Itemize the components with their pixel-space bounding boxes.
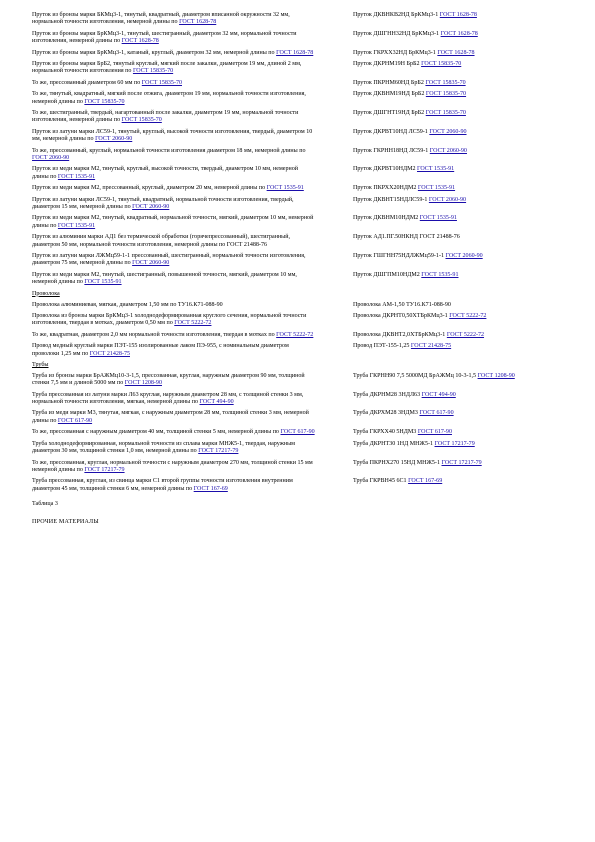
item-designation (353, 148, 563, 163)
standard-link[interactable]: ГОСТ 17217-79 (441, 459, 482, 466)
item-description (32, 31, 315, 46)
section-heading-wire: Проволока (32, 290, 60, 297)
designation-text: Пруток ДКРВТ10НДМ2 (353, 166, 417, 173)
standard-link[interactable]: ГОСТ 1208-90 (124, 380, 162, 387)
item-designation (353, 441, 563, 456)
section-heading-pipes: Трубы (32, 362, 49, 369)
item-description (32, 313, 315, 328)
standard-link[interactable]: ГОСТ 21428-75 (89, 350, 130, 357)
designation-text: Пруток ГШГНН75НДЛЖМц59-1-1 (353, 253, 446, 260)
description-text: Пруток из бронзы марки БрКМц3-1, катаный, круглый, диаметром 32 мм, немерной длины по (32, 49, 277, 56)
designation-text: Пруток ДШГНН32НД БрКМц3-1 (353, 30, 441, 37)
description-text: То же, прессованный диаметром 60 мм по (32, 79, 142, 86)
item-description (32, 332, 315, 339)
standard-link[interactable]: ГОСТ 167-69 (408, 478, 443, 485)
standard-link[interactable]: ГОСТ 15835-70 (421, 61, 462, 68)
item-description (32, 166, 315, 181)
item-designation (353, 215, 563, 230)
designation-text: Проволока АМ-1,50 ТУ16.К71-088-90 (353, 301, 451, 308)
standard-link[interactable]: ГОСТ 17217-79 (434, 440, 475, 447)
designation-text: Пруток ДКРВТ10НД ЛС59-1 (353, 128, 430, 135)
table-row (32, 478, 563, 493)
standard-link[interactable]: ГОСТ 617-90 (417, 429, 452, 436)
item-designation (353, 478, 563, 493)
standard-link[interactable]: ГОСТ 2060-90 (429, 147, 467, 154)
item-description (32, 272, 315, 287)
designation-text: Пруток ДКРНМ19Н БрБ2 (353, 61, 422, 68)
standard-link[interactable]: ГОСТ 1535-91 (84, 279, 122, 286)
standard-link[interactable]: ГОСТ 2060-90 (95, 136, 133, 143)
item-designation (353, 272, 563, 287)
item-description (32, 61, 315, 76)
standard-link[interactable]: ГОСТ 17217-79 (198, 448, 239, 455)
standard-link[interactable]: ГОСТ 15835-70 (132, 68, 174, 75)
table-row (32, 302, 563, 309)
standard-link[interactable]: ГОСТ 5222-72 (449, 312, 487, 319)
designation-text: Пруток ДКВНМ10НДМ2 (353, 215, 420, 222)
item-designation (353, 373, 563, 388)
designation-text: Труба ГКРХХ40 5НДМ3 (353, 429, 418, 436)
standard-link[interactable]: ГОСТ 1628-78 (121, 38, 159, 45)
document-page (32, 12, 563, 525)
description-text: Труба из бронзы марки БрАЖМц10-3-1,5, прессованная, круглая, наружным диаметром 90 мм, толщиной стенки 7,5 мм и длиной 5000 мм по (32, 372, 305, 387)
table-row (32, 460, 563, 475)
item-designation (353, 234, 563, 249)
item-description (32, 429, 315, 436)
item-description (32, 91, 315, 106)
designation-text: Труба ДКРНМ28 3НДЛ63 (353, 391, 422, 398)
designation-text: Пруток АД1.ПГ.50НКНД ГОСТ 21488-76 (353, 234, 460, 241)
designation-text: Труба ГКРВН45 6С1 (353, 478, 409, 485)
description-text: Провод медный круглый марки ПЭТ-155 изолированные лаком ПЭ-955, с номинальным диаметром проволоки 1,25 мм по (32, 343, 289, 357)
item-designation (353, 302, 563, 309)
item-designation (353, 313, 563, 328)
table-row (32, 129, 563, 144)
rods-list (32, 12, 563, 286)
description-text: Пруток из алюминия марки АД1 без термической обработки (горячепрессованный), шестигранный, диаметром 50 мм, нормальной точности изготовления, немерной длины по ГОСТ 21488-76 (32, 234, 290, 248)
description-text: Труба прессованная, круглая, из свинца марки С1 второй группы точности изготовления внутренним диаметром 45 мм, толщиной стенки 6 мм, немерной длины по (32, 478, 293, 492)
standard-link[interactable]: ГОСТ 1628-78 (179, 19, 217, 26)
item-description (32, 302, 315, 309)
item-designation (353, 460, 563, 475)
item-designation (353, 253, 563, 268)
standard-link[interactable]: ГОСТ 1535-91 (57, 222, 96, 229)
item-designation (353, 332, 563, 339)
table-title: ПРОЧИЕ МАТЕРИАЛЫ (32, 518, 99, 525)
table-row (32, 166, 563, 181)
description-text: Проволока из бронзы марки БрКМц3-1 холоднодеформированная круглого сечения, нормальной точности изготовления, твердая в мотках, диаметром 0,50 мм по (32, 312, 307, 327)
table-row (32, 313, 563, 328)
description-text: Труба прессованная из латуни марки Л63 круглая, наружным диаметром 28 мм, с толщиной стенки 3 мм, нормальной точности изготовления, мягкая, немерной длины по (32, 391, 304, 405)
description-text: Проволока алюминиевая, мягкая, диаметром 1,50 мм по ТУ16.К71-088-90 (32, 301, 223, 308)
description-text: То же, прессованная, круглая, нормальной точности с наружным диаметром 270 мм, толщиной стенки 15 мм немерной длины по (32, 459, 313, 473)
standard-link[interactable]: ГОСТ 2060-90 (32, 154, 70, 161)
description-text: Пруток из бронзы марки БКМц3-1, тянутый, квадратный, диаметром вписанной окружности 32 мм, нормальной точности изготовления, немерной длины по (32, 12, 290, 26)
item-designation (353, 429, 563, 436)
designation-text: Пруток ГКРХХ32НД БрКМц3-1 (353, 49, 438, 56)
table-row (32, 410, 563, 425)
description-text: Пруток из латуни марки ЛЖМц59-1-1 прессованный, шестигранный, нормальной точности изготовления, диаметром 75 мм, немерной длины по (32, 253, 306, 267)
table-row (32, 91, 563, 106)
table-row (32, 197, 563, 212)
standard-link[interactable]: ГОСТ 1535-91 (419, 215, 457, 222)
item-description (32, 392, 315, 407)
table-row (32, 234, 563, 249)
designation-text: Пруток ГКРНН18НД ЛС59-1 (353, 147, 430, 154)
item-description (32, 373, 315, 388)
item-designation (353, 129, 563, 144)
description-text: То же, тянутый, квадратный, мягкий после отжига, диаметром 19 мм, нормальной точности изготовления, немерной длины по (32, 91, 306, 105)
table-row (32, 441, 563, 456)
table-row (32, 31, 563, 46)
designation-text: Труба ГКРНН90 7,5 5000МД БрАЖМц 10-3-1,5 (353, 372, 478, 379)
designation-text: Труба ДКРНТ30 1НД МНЖ5-1 (353, 440, 435, 447)
item-designation (353, 12, 563, 27)
standard-link[interactable]: ГОСТ 1535-91 (57, 173, 96, 180)
item-designation (353, 410, 563, 425)
table-row (32, 373, 563, 388)
designation-text: Пруток ДШГПМ10НДМ2 (353, 271, 422, 278)
standard-link[interactable]: ГОСТ 167-69 (193, 485, 228, 492)
description-text: То же, прессованная с наружным диаметром 40 мм, толщиной стенки 5 мм, немерной длины по (32, 429, 281, 436)
standard-link[interactable]: ГОСТ 1208-90 (477, 372, 515, 379)
item-description (32, 343, 315, 358)
item-designation (353, 50, 563, 57)
table-row (32, 392, 563, 407)
item-designation (353, 61, 563, 76)
designation-text: Пруток ПКРХХ20НДМ2 (353, 185, 418, 192)
standard-link[interactable]: ГОСТ 494-90 (199, 399, 234, 405)
standard-link[interactable]: ГОСТ 1535-91 (417, 166, 455, 173)
standard-link[interactable]: ГОСТ 1628-78 (439, 12, 477, 18)
standard-link[interactable]: ГОСТ 5222-72 (174, 320, 212, 327)
standard-link[interactable]: ГОСТ 1628-78 (440, 30, 478, 37)
designation-text: Пруток ДКВНКВ2НД БрКМц3-1 (353, 12, 440, 18)
item-description (32, 478, 315, 493)
item-description (32, 234, 315, 249)
item-designation (353, 392, 563, 407)
item-description (32, 253, 315, 268)
item-designation (353, 343, 563, 358)
item-description (32, 441, 315, 456)
item-designation (353, 31, 563, 46)
standard-link[interactable]: ГОСТ 21428-75 (410, 343, 452, 350)
description-text: Пруток из меди марки М2, прессованный, круглый, диаметром 20 мм, немерной длины по (32, 185, 267, 192)
designation-text: Пруток ДКВНТ15НДЛС59-1 (353, 196, 429, 203)
description-text: Пруток из меди марки М2, тянутый, шестигранный, повышенной точности, мягкий, диаметром 10 мм, немерной длины по (32, 271, 297, 286)
item-designation (353, 166, 563, 181)
standard-link[interactable]: ГОСТ 5222-72 (446, 331, 485, 338)
standard-link[interactable]: ГОСТ 617-90 (280, 429, 315, 436)
item-description (32, 197, 315, 212)
item-description (32, 110, 315, 125)
item-designation (353, 197, 563, 212)
table-row (32, 215, 563, 230)
designation-text: Пруток ДКВНМ19НД БрБ2 (353, 91, 426, 98)
item-description (32, 50, 315, 57)
description-text: То же, шестигранный, твердый, нагартованный после закалки, диаметром 19 мм, нормальной точности изготовления, немерной длины по (32, 110, 299, 124)
standard-link[interactable]: ГОСТ 17217-79 (84, 466, 125, 473)
item-description (32, 148, 315, 163)
standard-link[interactable]: ГОСТ 15835-70 (84, 98, 125, 105)
standard-link[interactable]: ГОСТ 15835-70 (121, 117, 162, 124)
item-designation (353, 185, 563, 192)
standard-link[interactable]: ГОСТ 1535-91 (417, 185, 456, 192)
standard-link[interactable]: ГОСТ 1535-91 (421, 271, 459, 278)
item-description (32, 215, 315, 230)
table-row (32, 185, 563, 192)
item-designation (353, 80, 563, 87)
standard-link[interactable]: ГОСТ 15835-70 (425, 91, 467, 98)
description-text: Пруток из меди марки М2, тянутый, круглый, высокой точности, твердый, диаметром 10 мм, немерной длины по (32, 166, 299, 180)
item-designation (353, 110, 563, 125)
item-designation (353, 91, 563, 106)
designation-text: Провод ПЭТ-155-1,25 (353, 343, 411, 350)
description-text: Пруток из бронзы марки БрБ2, тянутый круглый, мягкий после закалки, диаметром 19 мм, длиной 2 мм, нормальной точности изготовления по (32, 61, 302, 75)
standard-link[interactable]: ГОСТ 15835-70 (141, 79, 182, 86)
table-row (32, 50, 563, 57)
table-row (32, 343, 563, 358)
standard-link[interactable]: ГОСТ 617-90 (419, 410, 454, 417)
standard-link[interactable]: ГОСТ 617-90 (57, 417, 93, 424)
table-row (32, 148, 563, 163)
description-text: Труба из меди марки М3, тянутая, мягкая, с наружным диаметром 28 мм, толщиной стенки 3 мм, немерной длины по (32, 410, 309, 424)
designation-text: Проволока ДКРНТ0,50ХТБрКМц3-1 (353, 312, 450, 319)
designation-text: Труба ДКРХМ28 3НДМ3 (353, 410, 420, 417)
wire-list (32, 302, 563, 358)
description-text: То же, прессованный, круглый, нормальной точности изготовления диаметром 18 мм, немерной длины по (32, 147, 306, 154)
designation-text: Пруток ПКРНМ60НД БрБ2 (353, 79, 426, 86)
standard-link[interactable]: ГОСТ 1628-78 (437, 49, 475, 56)
table-row (32, 12, 563, 27)
description-text: Пруток из латуни марки ЛС59-1, тянутый, круглый, высокой точности изготовления, твердый, диаметром 10 мм, немерной длины по (32, 128, 313, 143)
standard-link[interactable]: ГОСТ 15835-70 (425, 79, 466, 86)
designation-text: Проволока ДКВНТ2,0ХТБрКМц3-1 (353, 331, 447, 338)
designation-text: Труба ПКРНХ270 15НД МНЖ5-1 (353, 459, 442, 466)
standard-link[interactable]: ГОСТ 1535-91 (266, 185, 304, 192)
item-description (32, 80, 315, 87)
table-row (32, 61, 563, 76)
item-description (32, 185, 315, 192)
description-text: Пруток из латуни марки ЛС59-1, тянутый, квадратный, нормальной точности изготовления, твердый, диаметром 15 мм, немерной длины по (32, 196, 294, 210)
description-text: Труба холоднодеформированная, нормальной точности из сплава марки МНЖ5-1, твердая, наружным диаметром 30 мм, толщиной стенки 1,0 мм, немерной длины по (32, 440, 295, 455)
description-text: То же, квадратная, диаметром 2,0 мм нормальной точности изготовления, твердая в мотках по (32, 331, 277, 338)
table-label: Таблица 3 (32, 500, 58, 507)
standard-link[interactable]: ГОСТ 494-90 (421, 391, 456, 398)
table-row (32, 110, 563, 125)
table-row (32, 429, 563, 436)
description-text: Пруток из бронзы марки БрКМц3-1, тянутый, шестигранный, диаметром 32 мм, нормальной точности изготовления, немерной длины по (32, 30, 297, 45)
item-description (32, 129, 315, 144)
table-row (32, 80, 563, 87)
item-description (32, 460, 315, 475)
table-row (32, 332, 563, 339)
standard-link[interactable]: ГОСТ 2060-90 (428, 196, 467, 203)
item-description (32, 12, 315, 27)
table-row (32, 272, 563, 287)
standard-link[interactable]: ГОСТ 2060-90 (445, 253, 483, 260)
standard-link[interactable]: ГОСТ 1628-78 (276, 49, 314, 56)
designation-text: Пруток ДШГНТ19НД БрБ2 (353, 110, 426, 117)
table-row (32, 253, 563, 268)
standard-link[interactable]: ГОСТ 15835-70 (425, 110, 466, 117)
item-description (32, 410, 315, 425)
standard-link[interactable]: ГОСТ 2060-90 (132, 204, 170, 210)
standard-link[interactable]: ГОСТ 2060-90 (429, 128, 467, 135)
description-text: Пруток из меди марки М2, тянутый, квадратный, нормальной точности, мягкий, диаметром 10 мм, немерной длины по (32, 215, 314, 229)
standard-link[interactable]: ГОСТ 2060-90 (132, 260, 170, 267)
pipes-list (32, 373, 563, 493)
standard-link[interactable]: ГОСТ 5222-72 (276, 331, 314, 338)
